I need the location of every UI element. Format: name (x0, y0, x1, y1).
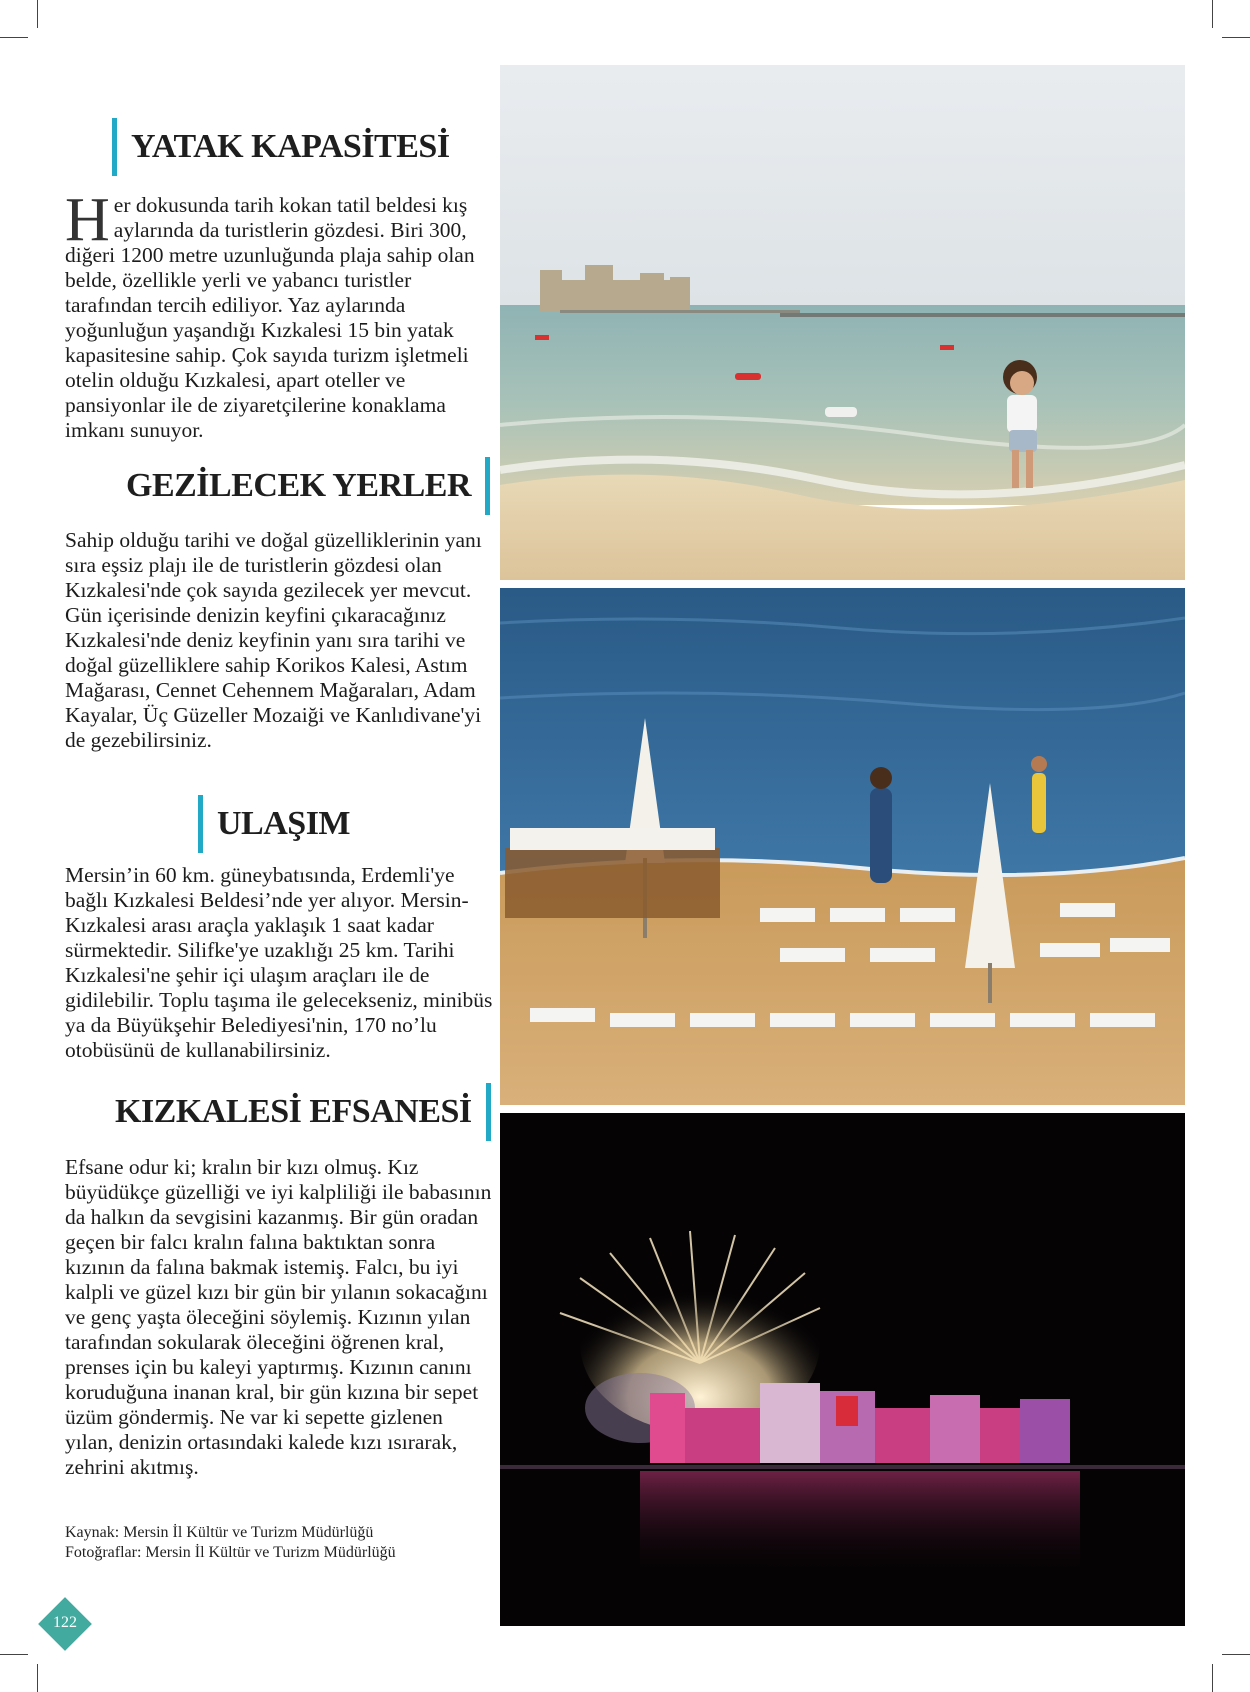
beach-loungers-illustration (500, 588, 1185, 1105)
heading-text: ULAŞIM (217, 805, 351, 842)
section-heading-yatak-kapasitesi (112, 118, 450, 176)
heading-accent-bar (112, 118, 117, 176)
crop-mark (0, 1654, 28, 1655)
section-heading-kizkalesi-efsanesi (115, 1083, 491, 1141)
crop-mark (1222, 1654, 1250, 1655)
photo-beach-castle (500, 65, 1185, 580)
crop-mark (1212, 1664, 1213, 1692)
beach-castle-illustration (500, 65, 1185, 580)
section-body-yatak-kapasitesi (65, 186, 493, 443)
heading-text: KIZKALESİ EFSANESİ (115, 1093, 472, 1130)
heading-accent-bar (485, 457, 490, 515)
crop-mark (1212, 0, 1213, 28)
heading-accent-bar (198, 795, 203, 853)
drop-cap: H (65, 186, 110, 254)
section-heading-ulasim (198, 795, 350, 853)
photo-castle-fireworks (500, 1113, 1185, 1626)
photo-credit-line: Fotoğraflar: Mersin İl Kültür ve Turizm Müdürlüğü (65, 1544, 396, 1561)
body-text: er dokusunda tarih kokan tatil beldesi kış aylarında da turistlerin gözdesi. Biri 300, diğeri 1200 metre uzunluğunda plaja sahip olan belde, özellikle yerli ve yabancı turistler tarafından tercih ediliyor. Yaz aylarında yoğunluğun yaşandığı Kızkalesi 15 bin yatak kapasitesine sahip. Çok sayıda turizm işletmeli otelin olduğu Kızkalesi, apart oteller ve pansiyonlar ile de ziyaretçilerine konaklama imkanı sunuyor. (65, 193, 475, 442)
section-body-ulasim: Mersin’in 60 km. güneybatısında, Erdemli'ye bağlı Kızkalesi Beldesi’nde yer alıyor. Mersin-Kızkalesi arası araçla yaklaşık 1 saat kadar sürmektedir. Silifke'ye uzaklığı 25 km. Tarihi Kızkalesi'ne şehir içi ulaşım araçları ile de gidilebilir. Toplu taşıma ile gelecekseniz, minibüs ya da Büyükşehir Belediyesi'nin, 170 no’lu otobüsünü de kullanabilirsiniz. (65, 863, 493, 1062)
heading-text: YATAK KAPASİTESİ (131, 128, 450, 165)
heading-accent-bar (486, 1083, 491, 1141)
crop-mark (0, 37, 28, 38)
photo-beach-loungers (500, 588, 1185, 1105)
photo-credits (65, 1523, 396, 1563)
section-body-gezilecek-yerler: Sahip olduğu tarihi ve doğal güzelliklerinin yanı sıra eşsiz plajı ile de turistlerin gözdesi olan Kızkalesi'nde çok sayıda gezilecek yer mevcut. Gün içerisinde denizin keyfini çıkaracağınız Kızkalesi'nde deniz keyfinin yanı sıra tarihi ve doğal güzelliklere sahip Korikos Kalesi, Astım Mağarası, Cennet Cehennem Mağaraları, Adam Kayalar, Üç Güzeller Mozaiği ve Kanlıdivane'yi de gezebilirsiniz. (65, 528, 482, 752)
crop-mark (37, 1664, 38, 1692)
section-heading-gezilecek-yerler (126, 457, 490, 515)
source-line: Kaynak: Mersin İl Kültür ve Turizm Müdürlüğü (65, 1524, 374, 1541)
castle-fireworks-illustration (500, 1113, 1185, 1626)
crop-mark (37, 0, 38, 28)
page-number: 122 (53, 1614, 77, 1631)
section-body-kizkalesi-efsanesi: Efsane odur ki; kralın bir kızı olmuş. Kız büyüdükçe güzelliği ve iyi kalpliliği ile babasının da halkın da sevgisini kazanmış. Bir gün oradan geçen bir falcı kralın falına baktıktan sonra kızının da falına bakmak istemiş. Falcı, bu iyi kalpli ve güzel kızı bir gün bir yılanın sokacağını ve genç yaşta öleceğini söylemiş. Kızının yılan tarafından sokularak öleceğini öğrenen kral, prenses için bu kaleyi yaptırmış. Kızının canını koruduğuna inanan kral, bir gün kızına bir sepet üzüm göndermiş. Ne var ki sepette gizlenen yılan, denizin ortasındaki kalede kızı ısırarak, zehrini akıtmış. (65, 1155, 492, 1479)
heading-text: GEZİLECEK YERLER (126, 467, 471, 504)
crop-mark (1222, 37, 1250, 38)
